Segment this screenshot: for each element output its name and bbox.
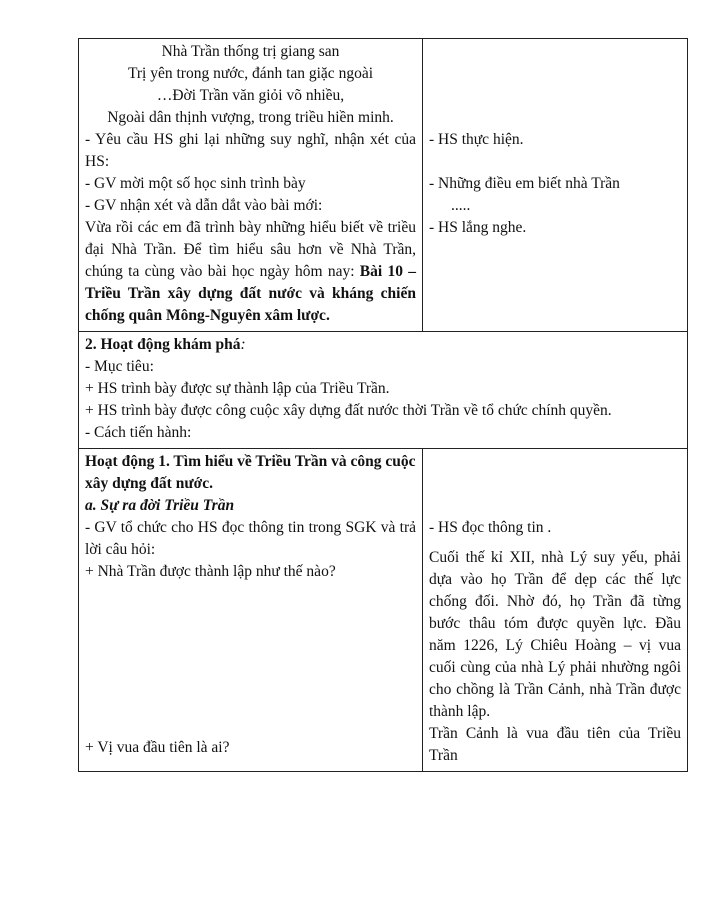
- instruction-text: - Yêu cầu HS ghi lại những suy nghĩ, nhận xét của HS:: [85, 131, 416, 170]
- table-row: [79, 39, 688, 332]
- student-cell: [423, 39, 688, 332]
- student-cell: [423, 449, 688, 772]
- poem-line: …Đời Trần văn giỏi võ nhiều,: [156, 87, 345, 104]
- student-text: - HS đọc thông tin .: [429, 519, 552, 536]
- student-text: - HS lắng nghe.: [429, 219, 527, 236]
- section-cell: [79, 332, 688, 449]
- intro-paragraph: [85, 217, 416, 327]
- activity-subtitle: a. Sự ra đời Triều Trần: [85, 497, 235, 514]
- instruction-text: - GV tổ chức cho HS đọc thông tin trong SGK và trả lời câu hỏi:: [85, 519, 416, 558]
- table-row: [79, 332, 688, 449]
- poem-line: Nhà Trần thống trị giang san: [161, 43, 340, 60]
- lesson-table: [78, 38, 688, 772]
- table-row: [79, 449, 688, 772]
- question-text: + Nhà Trần được thành lập như thế nào?: [85, 563, 336, 580]
- goal-item: + HS trình bày được công cuộc xây dựng đất nước thời Trần về tổ chức chính quyền.: [85, 402, 612, 419]
- student-text: .....: [451, 197, 471, 214]
- question-text: + Vị vua đầu tiên là ai?: [85, 739, 230, 756]
- student-text: - HS thực hiện.: [429, 131, 524, 148]
- intro-text: Vừa rồi các em đã trình bày những hiểu biết về triều đại Nhà Trần. Để tìm hiểu sâu hơn về Nhà Trần, chúng ta cùng vào bài học ngày hôm nay:: [85, 219, 416, 280]
- instruction-text: - GV nhận xét và dẫn dắt vào bài mới:: [85, 197, 323, 214]
- activity-title: Hoạt động 1. Tìm hiểu về Triều Trần và công cuộc xây dựng đất nước.: [85, 453, 416, 492]
- teacher-cell: [79, 39, 423, 332]
- poem-line: Trị yên trong nước, đánh tan giặc ngoài: [127, 65, 374, 82]
- document-page: [78, 38, 681, 772]
- lesson-title: Bài 10 – Triều Trần xây dựng đất nước và kháng chiến chống quân Mông-Nguyên xâm lược.: [85, 263, 416, 324]
- answer-text: Trần Cảnh là vua đầu tiên của Triều Trần: [429, 725, 681, 764]
- teacher-cell: [79, 449, 423, 772]
- poem-line: Ngoài dân thịnh vượng, trong triều hiền minh.: [107, 109, 394, 126]
- student-text: - Những điều em biết nhà Trần: [429, 175, 620, 192]
- section-title: 2. Hoạt động khám phá:: [85, 336, 246, 353]
- goal-label: - Mục tiêu:: [85, 358, 154, 375]
- goal-item: + HS trình bày được sự thành lập của Triều Trần.: [85, 380, 390, 397]
- answer-text: Cuối thế kỉ XII, nhà Lý suy yếu, phải dựa vào họ Trần để dẹp các thế lực chống đối. Nhờ đó, họ Trần đã từng bước thâu tóm được quyền lực. Đầu năm 1226, Lý Chiêu Hoàng – vị vua cuối cùng của nhà Lý phải nhường ngôi cho chồng là Trần Cảnh, nhà Trần được thành lập.: [429, 549, 681, 720]
- method-label: - Cách tiến hành:: [85, 424, 192, 441]
- instruction-text: - GV mời một số học sinh trình bày: [85, 175, 306, 192]
